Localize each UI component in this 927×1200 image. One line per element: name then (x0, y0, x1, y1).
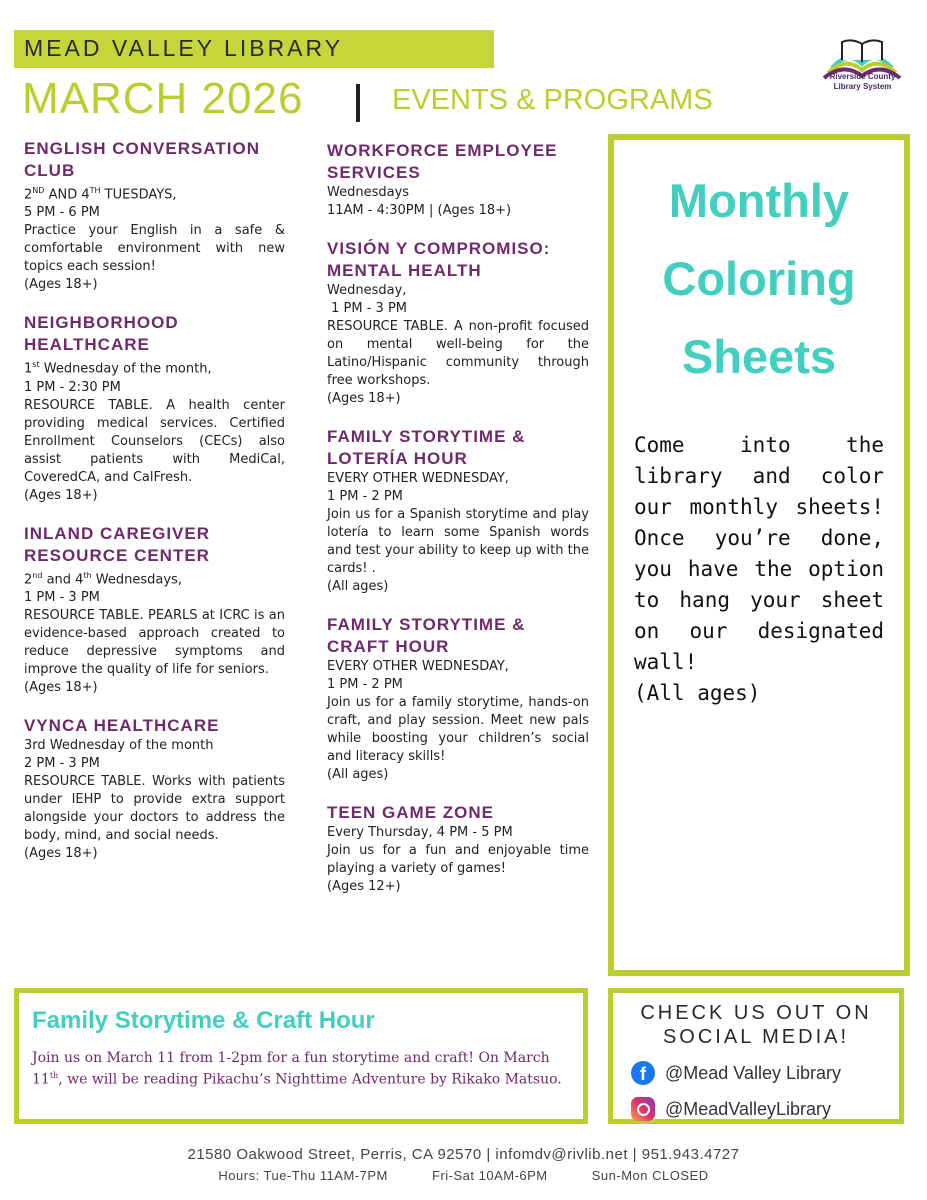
event-ages: (All ages) (327, 579, 389, 594)
event-title: FAMILY STORYTIME & LOTERÍA HOUR (327, 427, 526, 468)
facebook-handle: @Mead Valley Library (665, 1062, 842, 1083)
coloring-title-line: Monthly (668, 174, 850, 227)
logo-text-line-1: Riverside County (829, 72, 896, 81)
hours-fri-sat: Fri-Sat 10AM-6PM (432, 1168, 548, 1183)
month-title: MARCH 2026 (22, 74, 304, 123)
event-description: Join us for a family storytime, hands-on craft, and play session. Meet new pals while boosting your children’s social and literacy skills! (327, 695, 589, 764)
event-description: RESOURCE TABLE. A non-profit focused on mental well-being for the Latino/Hispanic community through free workshops. (327, 319, 589, 388)
event-ages: (All ages) (327, 767, 389, 782)
event-time: 1 PM - 2 PM (327, 489, 403, 504)
social-title-line: CHECK US OUT ON (640, 1002, 872, 1024)
event-schedule: Every Thursday, 4 PM - 5 PM (327, 825, 513, 840)
social-media-box (608, 988, 904, 1124)
coloring-body (634, 430, 884, 709)
footer-address: 21580 Oakwood Street, Perris, CA 92570 | infomdv@rivlib.net | 951.943.4727 (187, 1146, 740, 1163)
featured-event-body: Join us on March 11 from 1-2pm for a fun storytime and craft! On March 11th, we will be reading Pikachu’s Nighttime Adventure by Rikako Matsuo. (32, 1050, 562, 1088)
event-title: VYNCA HEALTHCARE (24, 715, 220, 735)
header-divider (356, 84, 360, 122)
event-ages: (Ages 18+) (24, 845, 98, 861)
event-title: INLAND CAREGIVER RESOURCE CENTER (24, 523, 211, 565)
event-english-conversation (24, 138, 285, 294)
event-time: 5 PM - 6 PM (24, 205, 100, 221)
social-title-line: SOCIAL MEDIA! (662, 1026, 850, 1048)
event-time: 2 PM - 3 PM (24, 755, 100, 771)
event-title: NEIGHBORHOOD HEALTHCARE (24, 313, 179, 355)
event-time: 1 PM - 2 PM (327, 677, 403, 692)
featured-event-box (14, 988, 588, 1124)
instagram-handle: @MeadValleyLibrary (665, 1098, 832, 1119)
event-schedule: Wednesdays (327, 185, 410, 200)
logo-text (810, 72, 915, 92)
event-vision-compromiso (327, 238, 589, 408)
event-description: RESOURCE TABLE. Works with patients under IEHP to provide extra support alongside your doctors to address the body, mind, and social needs. (24, 773, 285, 843)
events-column-2 (327, 140, 589, 914)
events-subtitle: EVENTS & PROGRAMS (392, 84, 713, 116)
event-ages: (Ages 18+) (24, 679, 98, 695)
event-schedule: 3rd Wednesday of the month (24, 737, 214, 753)
event-storytime-loteria (327, 426, 589, 596)
event-schedule: Wednesday, (327, 283, 407, 298)
events-column-1 (24, 138, 285, 881)
social-title (613, 1001, 899, 1049)
event-description: Practice your English in a safe & comfortable environment with new topics each session! (24, 223, 285, 275)
event-schedule: EVERY OTHER WEDNESDAY, (327, 471, 509, 486)
event-title: VISIÓN Y COMPROMISO: MENTAL HEALTH (327, 239, 551, 280)
event-schedule: 1st Wednesday of the month, (24, 360, 212, 377)
event-time: 11AM - 4:30PM | (Ages 18+) (327, 203, 512, 218)
event-title: FAMILY STORYTIME & CRAFT HOUR (327, 615, 526, 656)
event-description: RESOURCE TABLE. A health center providing medical services. Certified Enrollment Counselors (CECs) also assist patients with MediCal, CoveredCA, and CalFresh. (24, 397, 285, 485)
event-title: TEEN GAME ZONE (327, 803, 495, 822)
event-time: 1 PM - 3 PM (24, 589, 100, 605)
event-title: ENGLISH CONVERSATION CLUB (24, 139, 260, 180)
event-title: WORKFORCE EMPLOYEE SERVICES (327, 141, 558, 182)
event-teen-game-zone (327, 802, 589, 896)
event-time: 1 PM - 2:30 PM (24, 379, 121, 395)
event-vynca-healthcare (24, 715, 285, 863)
coloring-ages: (All ages) (634, 681, 761, 705)
hours-sun-mon: Sun-Mon CLOSED (591, 1168, 709, 1183)
event-neighborhood-healthcare (24, 312, 285, 504)
event-description: Join us for a fun and enjoyable time playing a variety of games! (327, 843, 589, 876)
event-ages: (Ages 18+) (24, 487, 98, 503)
event-time: 1 PM - 3 PM (327, 301, 408, 316)
event-ages: (Ages 18+) (327, 391, 401, 406)
event-ages: (Ages 12+) (327, 879, 401, 894)
event-inland-caregiver (24, 523, 285, 697)
event-description: RESOURCE TABLE. PEARLS at ICRC is an evidence-based approach created to reduce depressive symptoms and improve the quality of life for seniors. (24, 607, 285, 677)
library-name: MEAD VALLEY LIBRARY (24, 35, 344, 61)
coloring-sheets-box (608, 134, 910, 976)
event-schedule: 2nd and 4th Wednesdays, (24, 570, 182, 587)
coloring-title (614, 162, 904, 396)
event-workforce (327, 140, 589, 220)
hours-tue-thu: Hours: Tue-Thu 11AM-7PM (218, 1168, 388, 1183)
event-description: Join us for a Spanish storytime and play lotería to learn some Spanish words and test your ability to keep up with the cards! . (327, 507, 589, 576)
coloring-description: Come into the library and color our monthly sheets! Once you’re done, you have the option to hang your sheet on our designated wall! (634, 433, 884, 674)
facebook-icon: f (631, 1061, 655, 1085)
facebook-link[interactable] (631, 1061, 841, 1085)
instagram-icon (631, 1097, 655, 1121)
event-schedule: 2ND AND 4TH TUESDAYS, (24, 186, 177, 203)
logo-text-line-2: Library System (833, 82, 892, 91)
event-schedule: EVERY OTHER WEDNESDAY, (327, 659, 509, 674)
featured-event-title: Family Storytime & Craft Hour (32, 1007, 375, 1034)
event-storytime-craft (327, 614, 589, 784)
event-ages: (Ages 18+) (24, 277, 98, 293)
instagram-link[interactable] (631, 1097, 831, 1121)
footer-hours (0, 1168, 927, 1183)
coloring-title-line: Coloring (662, 252, 856, 305)
coloring-title-line: Sheets (681, 330, 837, 383)
